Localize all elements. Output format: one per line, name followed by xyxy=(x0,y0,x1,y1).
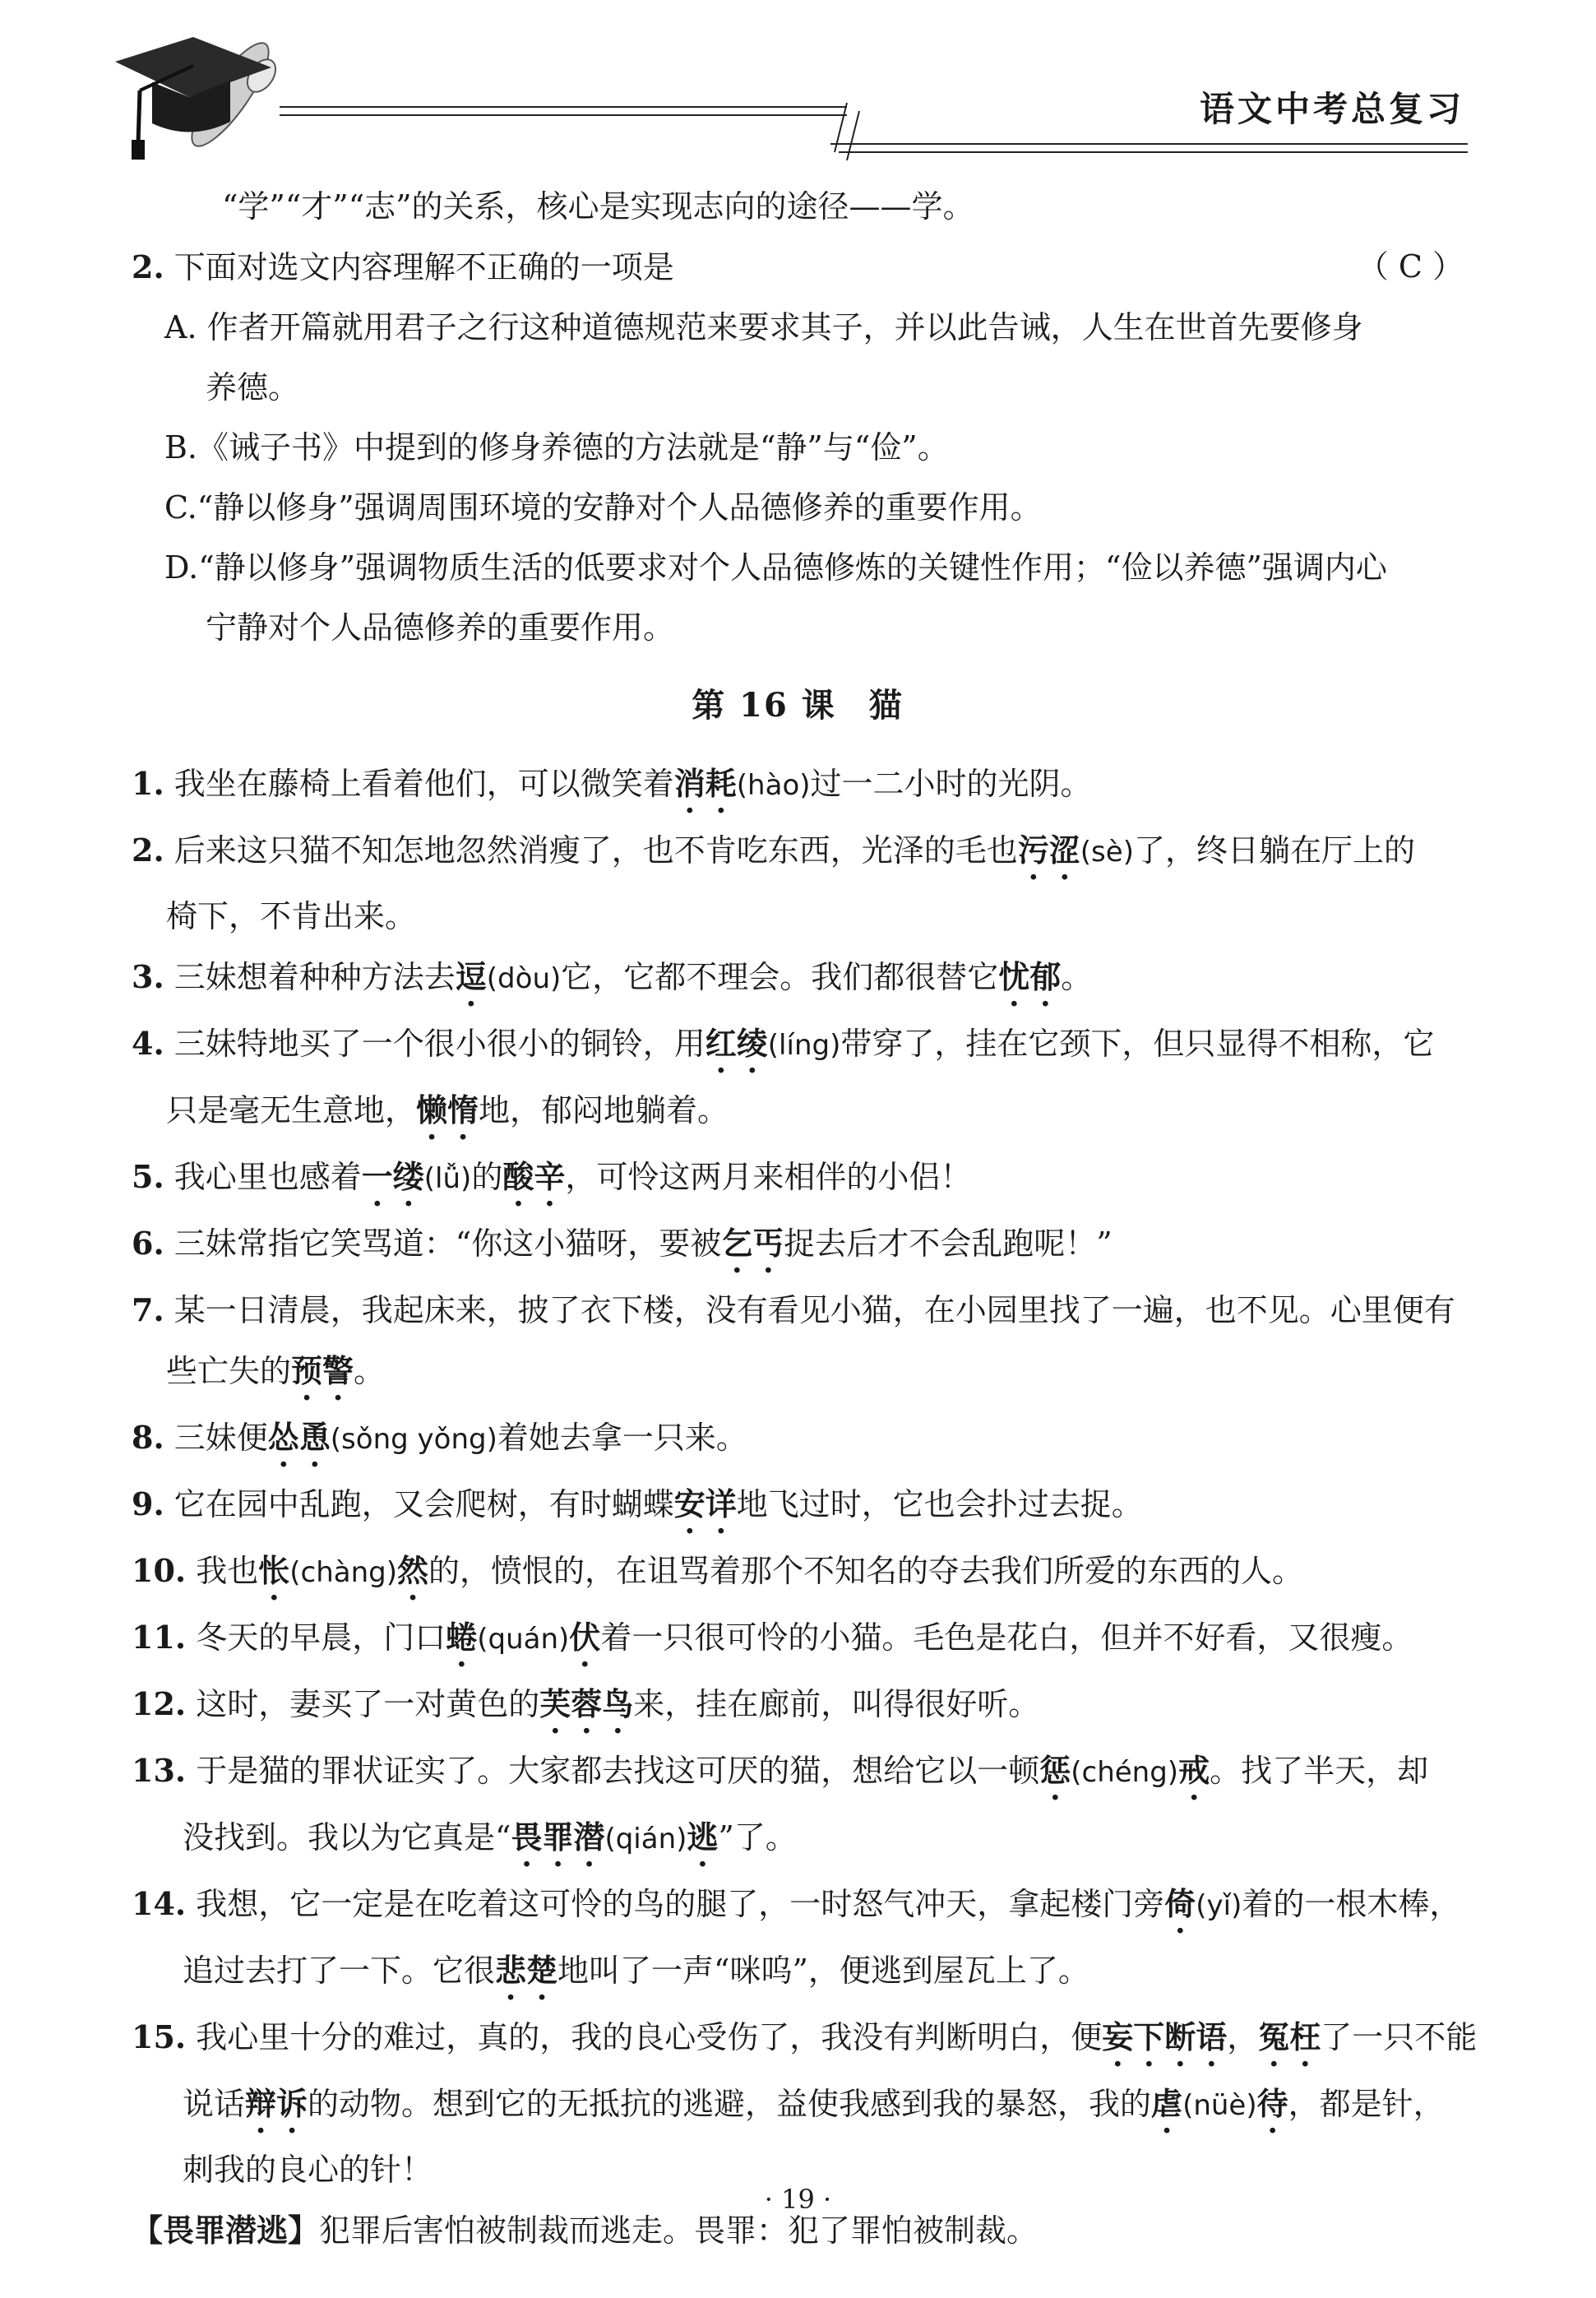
key-word: 畏罪潜 xyxy=(511,1818,605,1856)
item-text: 些亡失的 xyxy=(166,1353,292,1389)
item-line xyxy=(132,1607,1464,1674)
item-number: 1. xyxy=(132,765,164,802)
item-number: 11. xyxy=(132,1619,187,1656)
item-text: 捉去后才不会乱跑呢！” xyxy=(784,1225,1113,1262)
pinyin-annotation: (nüè) xyxy=(1182,2089,1257,2122)
key-word: 逗 xyxy=(455,958,487,995)
key-word: 蜷 xyxy=(446,1619,478,1656)
key-word: 妄下断语 xyxy=(1102,2018,1228,2055)
item-number: 3. xyxy=(132,958,164,995)
item-number: 7. xyxy=(132,1291,164,1328)
item-number: 14. xyxy=(132,1885,187,1922)
option-d-line2: 宁静对个人品德修养的重要作用。 xyxy=(206,609,675,646)
item-text: ”了。 xyxy=(718,1819,797,1856)
item-text: 的动物。想到它的无抵抗的逃避，益使我感到我的暴怒，我的 xyxy=(308,2086,1152,2122)
option-d-line1: D.“静以修身”强调物质生活的低要求对个人品德修炼的关键性作用；“俭以养德”强调内心 xyxy=(164,549,1387,586)
key-word: 然 xyxy=(397,1552,429,1589)
item-number: 10. xyxy=(132,1552,187,1589)
item-number: 9. xyxy=(132,1485,164,1522)
item-continuation-line xyxy=(132,1341,1464,1407)
key-word: 倚 xyxy=(1164,1885,1196,1922)
item-text: 带穿了，挂在它颈下，但只显得不相称，它 xyxy=(840,1026,1435,1062)
pinyin-annotation: (quán) xyxy=(477,1623,570,1656)
item-text: 没找到。我以为它真是“ xyxy=(183,1819,511,1856)
key-word: 怂恿 xyxy=(267,1419,331,1456)
item-text: ，可怜这两月来相伴的小侣！ xyxy=(565,1159,972,1195)
item-text: 来，挂在廊前，叫得很好听。 xyxy=(633,1686,1040,1722)
item-text: 这时，妻买了一对黄色的 xyxy=(196,1686,540,1722)
page-header xyxy=(0,0,1596,164)
item-number: 12. xyxy=(132,1685,187,1722)
key-word: 戒 xyxy=(1178,1752,1210,1789)
item-continuation-line xyxy=(132,1807,1464,1874)
item-text: 了一只不能 xyxy=(1321,2019,1478,2055)
item-text: 着她去拿一只来。 xyxy=(497,1420,747,1456)
item-line xyxy=(132,1874,1464,1940)
item-text: 。 xyxy=(1061,959,1093,995)
key-word: 怅 xyxy=(258,1552,290,1589)
key-word: 忧郁 xyxy=(998,958,1062,995)
key-word: 虐 xyxy=(1151,2085,1183,2122)
item-text: 地叫了一声“咪呜”，便逃到屋瓦上了。 xyxy=(557,1953,1089,1989)
item-text: 它在园中乱跑，又会爬树，有时蝴蝶 xyxy=(173,1486,674,1522)
item-continuation-line xyxy=(132,2073,1464,2140)
question-number: 2. xyxy=(132,248,164,285)
item-text: 。找了半天，却 xyxy=(1210,1753,1429,1789)
item-text: 我坐在藤椅上看着他们，可以微笑着 xyxy=(173,766,674,802)
key-word: 消耗 xyxy=(673,765,737,802)
item-text: 了，终日躺在厅上的 xyxy=(1133,832,1415,869)
pinyin-annotation: (dòu) xyxy=(486,962,562,995)
item-text: 。 xyxy=(354,1353,386,1389)
pinyin-annotation: (qián) xyxy=(604,1823,687,1856)
item-text: 的，愤恨的，在诅骂着那个不知名的夺去我们所爱的东西的人。 xyxy=(428,1553,1304,1589)
pinyin-annotation: (sè) xyxy=(1080,836,1134,869)
item-text: 椅下，不肯出来。 xyxy=(166,898,417,934)
item-text: 我想，它一定是在吃着这可怜的鸟的腿了，一时怒气冲天，拿起楼门旁 xyxy=(196,1886,1165,1922)
pinyin-annotation: (lǚ) xyxy=(423,1162,472,1195)
item-text: ， xyxy=(1227,2019,1259,2055)
key-word: 安详 xyxy=(673,1485,737,1522)
key-word: 预警 xyxy=(291,1352,354,1389)
key-word: 红绫 xyxy=(705,1025,768,1062)
key-word: 惩 xyxy=(1039,1752,1071,1789)
item-text: 于是猫的罪状证实了。大家都去找这可厌的猫，想给它以一顿 xyxy=(196,1753,1040,1789)
key-word: 冤枉 xyxy=(1258,2018,1321,2055)
key-word: 污涩 xyxy=(1017,832,1080,869)
item-line xyxy=(132,820,1464,887)
item-text: 三妹想着种种方法去 xyxy=(173,959,456,995)
option-a-line1: A. 作者开篇就用君子之行这种道德规范来要求其子，并以此告诫，人生在世首先要修身 xyxy=(164,309,1363,345)
item-text: 我也 xyxy=(196,1553,259,1589)
item-line xyxy=(132,947,1464,1013)
item-line xyxy=(132,1213,1464,1280)
item-text: 冬天的早晨，门口 xyxy=(196,1619,446,1656)
key-word: 待 xyxy=(1256,2085,1288,2122)
note-headword: 【畏罪潜逃】 xyxy=(132,2212,320,2249)
item-text: 我心里十分的难过，真的，我的良心受伤了，我没有判断明白，便 xyxy=(196,2019,1103,2055)
pinyin-annotation: (líng) xyxy=(767,1029,841,1062)
item-line xyxy=(132,1740,1464,1807)
item-text: 刺我的良心的针！ xyxy=(183,2152,433,2188)
item-text: 三妹常指它笑骂道：“你这小猫呀，要被 xyxy=(173,1225,722,1262)
pinyin-annotation: (chàng) xyxy=(289,1556,397,1589)
book-title: 语文中考总复习 xyxy=(1199,89,1464,129)
item-text: 说话 xyxy=(183,2086,246,2122)
item-text: ，都是针， xyxy=(1288,2086,1445,2122)
vocabulary-items xyxy=(132,753,1478,2200)
item-number: 4. xyxy=(132,1025,164,1062)
key-word: 辩诉 xyxy=(245,2085,308,2122)
pinyin-annotation: (chéng) xyxy=(1071,1756,1179,1789)
item-line xyxy=(132,2007,1478,2073)
item-line xyxy=(132,1147,1464,1213)
item-text: 地飞过时，它也会扑过去捉。 xyxy=(736,1486,1143,1522)
question-2 xyxy=(132,237,1464,298)
item-text: 追过去打了一下。它很 xyxy=(183,1953,496,1989)
item-line xyxy=(132,1013,1464,1080)
item-text: 它，它都不理会。我们都很替它 xyxy=(561,959,999,995)
item-text: 我心里也感着 xyxy=(173,1159,362,1195)
option-a-line2: 养德。 xyxy=(206,369,300,405)
answer-choice: （ C ） xyxy=(1357,248,1464,285)
option-b: B.《诫子书》中提到的修身养德的方法就是“静”与“俭”。 xyxy=(164,429,949,466)
item-text: 三妹特地买了一个很小很小的铜铃，用 xyxy=(173,1026,705,1062)
item-number: 13. xyxy=(132,1752,187,1789)
item-line xyxy=(132,1474,1464,1540)
key-word: 芙蓉鸟 xyxy=(539,1685,634,1722)
item-text: 着一只很可怜的小猫。毛色是花白，但并不好看，又很瘦。 xyxy=(600,1619,1413,1656)
note-definition: 犯罪后害怕被制裁而逃走。畏罪：犯了罪怕被制裁。 xyxy=(319,2212,1039,2249)
page-content xyxy=(132,177,1478,2261)
item-number: 5. xyxy=(132,1158,164,1195)
item-line xyxy=(132,1540,1464,1607)
item-line xyxy=(132,753,1464,820)
item-text: 某一日清晨，我起床来，披了衣下楼，没有看见小猫，在小园里找了一遍，也不见。心里便有 xyxy=(173,1292,1455,1328)
lesson-title: 猫 xyxy=(868,686,904,725)
page-number: · 19 · xyxy=(764,2184,832,2215)
key-word: 一缕 xyxy=(361,1158,424,1195)
item-text: 后来这只猫不知怎地忽然消瘦了，也不肯吃东西，光泽的毛也 xyxy=(173,832,1018,869)
item-text: 三妹便 xyxy=(173,1420,268,1456)
item-text: 地，郁闷地躺着。 xyxy=(479,1092,729,1128)
item-text: 过一二小时的光阴。 xyxy=(810,766,1092,802)
item-number: 6. xyxy=(132,1225,164,1262)
item-text: 的 xyxy=(471,1159,503,1195)
item-text: 着的一根木棒， xyxy=(1242,1886,1461,1922)
lesson-number: 第 16 课 xyxy=(692,686,836,725)
item-number: 2. xyxy=(132,832,164,869)
pinyin-annotation: (hào) xyxy=(736,769,811,802)
item-continuation-line xyxy=(132,1940,1464,2007)
key-word: 伏 xyxy=(569,1619,601,1656)
key-word: 悲楚 xyxy=(495,1952,558,1989)
question-stem: 下面对选文内容理解不正确的一项是 xyxy=(173,249,674,285)
item-line xyxy=(132,1280,1464,1341)
key-word: 酸辛 xyxy=(502,1158,566,1195)
item-line xyxy=(132,1674,1464,1740)
key-word: 懒惰 xyxy=(416,1091,479,1128)
item-line xyxy=(132,1407,1464,1474)
item-number: 15. xyxy=(132,2018,187,2055)
graduation-cap-and-diploma-icon xyxy=(115,34,281,160)
pinyin-annotation: (yǐ) xyxy=(1196,1889,1242,1922)
option-c: C.“静以修身”强调周围环境的安静对个人品德修养的重要作用。 xyxy=(164,489,1042,526)
item-continuation-line xyxy=(132,887,1464,947)
item-text: 只是毫无生意地， xyxy=(166,1092,417,1128)
lesson-heading xyxy=(132,673,1464,739)
key-word: 乞丐 xyxy=(721,1225,784,1262)
pinyin-annotation: (sǒng yǒng) xyxy=(330,1423,497,1456)
key-word: 逃 xyxy=(687,1818,719,1856)
item-continuation-line xyxy=(132,1080,1464,1147)
prev-tail-text: “学”“才”“志”的关系，核心是实现志向的途径——学。 xyxy=(222,188,974,225)
item-number: 8. xyxy=(132,1419,164,1456)
